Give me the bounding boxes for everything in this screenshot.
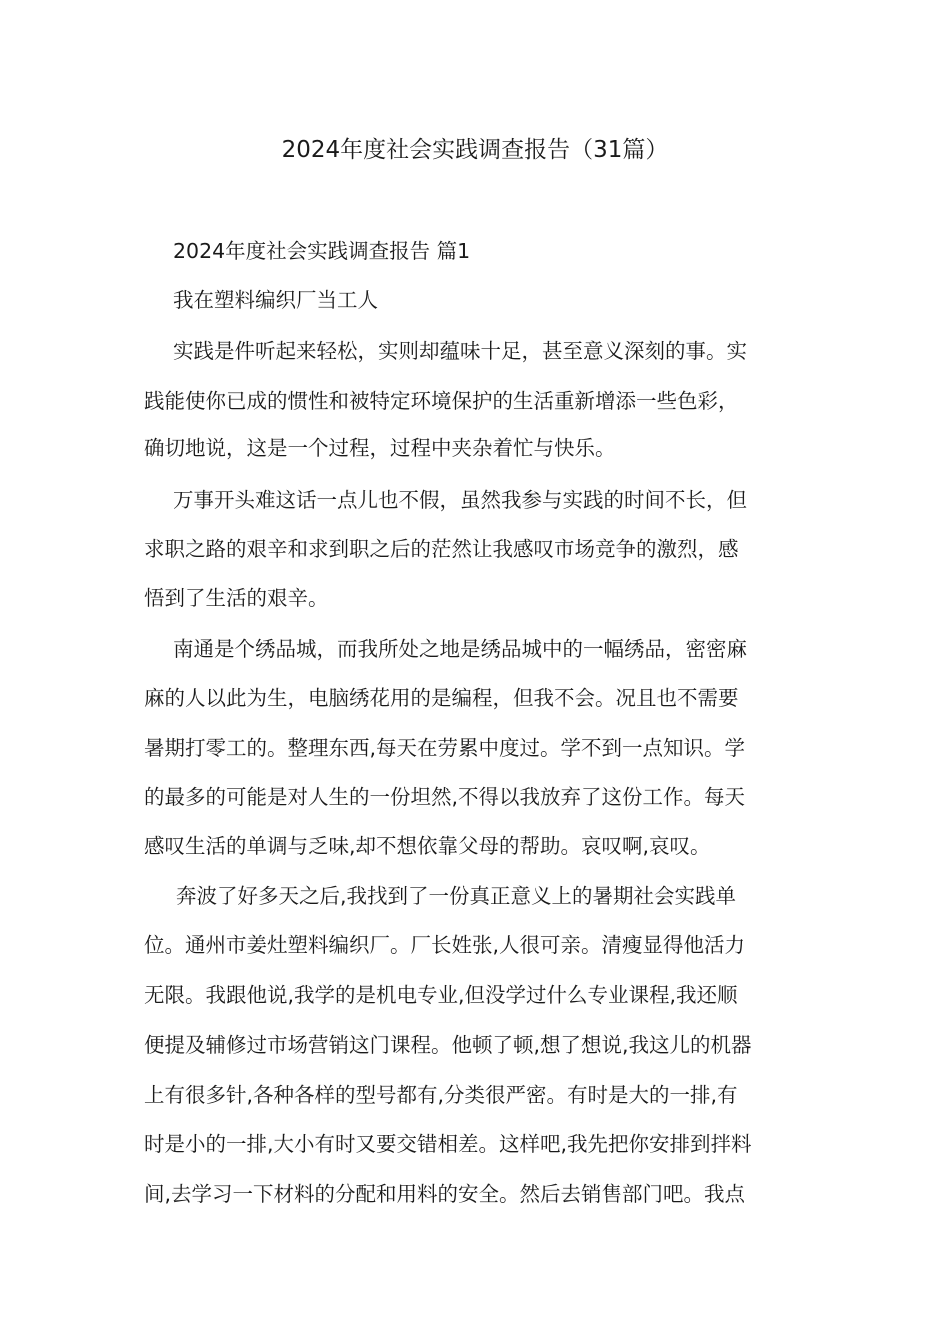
text-line: 感叹生活的单调与乏味,却不想依靠父母的帮助。哀叹啊,哀叹。	[144, 834, 711, 858]
text-line: 悟到了生活的艰辛。	[144, 586, 329, 610]
text-line: 麻的人以此为生，电脑绣花用的是编程，但我不会。况且也不需要	[144, 686, 739, 710]
text-line: 践能使你已成的惯性和被特定环境保护的生活重新增添一些色彩，	[144, 389, 739, 413]
text-line: 无限。我跟他说,我学的是机电专业,但没学过什么专业课程,我还顺	[144, 983, 738, 1007]
text-line: 便提及辅修过市场营销这门课程。他顿了顿,想了想说,我这儿的机器	[144, 1033, 752, 1057]
text-line: 的最多的可能是对人生的一份坦然,不得以我放弃了这份工作。每天	[144, 785, 746, 809]
section-heading: 2024年度社会实践调查报告 篇1	[173, 239, 471, 263]
text-line: 时是小的一排,大小有时又要交错相差。这样吧,我先把你安排到拌料	[144, 1132, 752, 1156]
text-line: 南通是个绣品城，而我所处之地是绣品城中的一幅绣品，密密麻	[173, 637, 747, 661]
document-title: 2024年度社会实践调查报告（31篇）	[281, 137, 669, 163]
text-line: 间,去学习一下材料的分配和用料的安全。然后去销售部门吧。我点	[144, 1182, 746, 1206]
text-line: 暑期打零工的。整理东西,每天在劳累中度过。学不到一点知识。学	[144, 736, 746, 760]
text-line: 奔波了好多天之后,我找到了一份真正意义上的暑期社会实践单	[176, 884, 737, 908]
text-line: 位。通州市姜灶塑料编织厂。厂长姓张,人很可亲。清瘦显得他活力	[144, 933, 746, 957]
text-line: 实践是件听起来轻松，实则却蕴味十足，甚至意义深刻的事。实	[173, 339, 747, 363]
text-line: 万事开头难这话一点儿也不假，虽然我参与实践的时间不长，但	[173, 488, 747, 512]
article-title: 我在塑料编织厂当工人	[173, 288, 378, 312]
text-line: 求职之路的艰辛和求到职之后的茫然让我感叹市场竞争的激烈，感	[144, 537, 739, 561]
text-line: 上有很多针,各种各样的型号都有,分类很严密。有时是大的一排,有	[144, 1083, 738, 1107]
text-line: 确切地说，这是一个过程，过程中夹杂着忙与快乐。	[144, 436, 616, 460]
